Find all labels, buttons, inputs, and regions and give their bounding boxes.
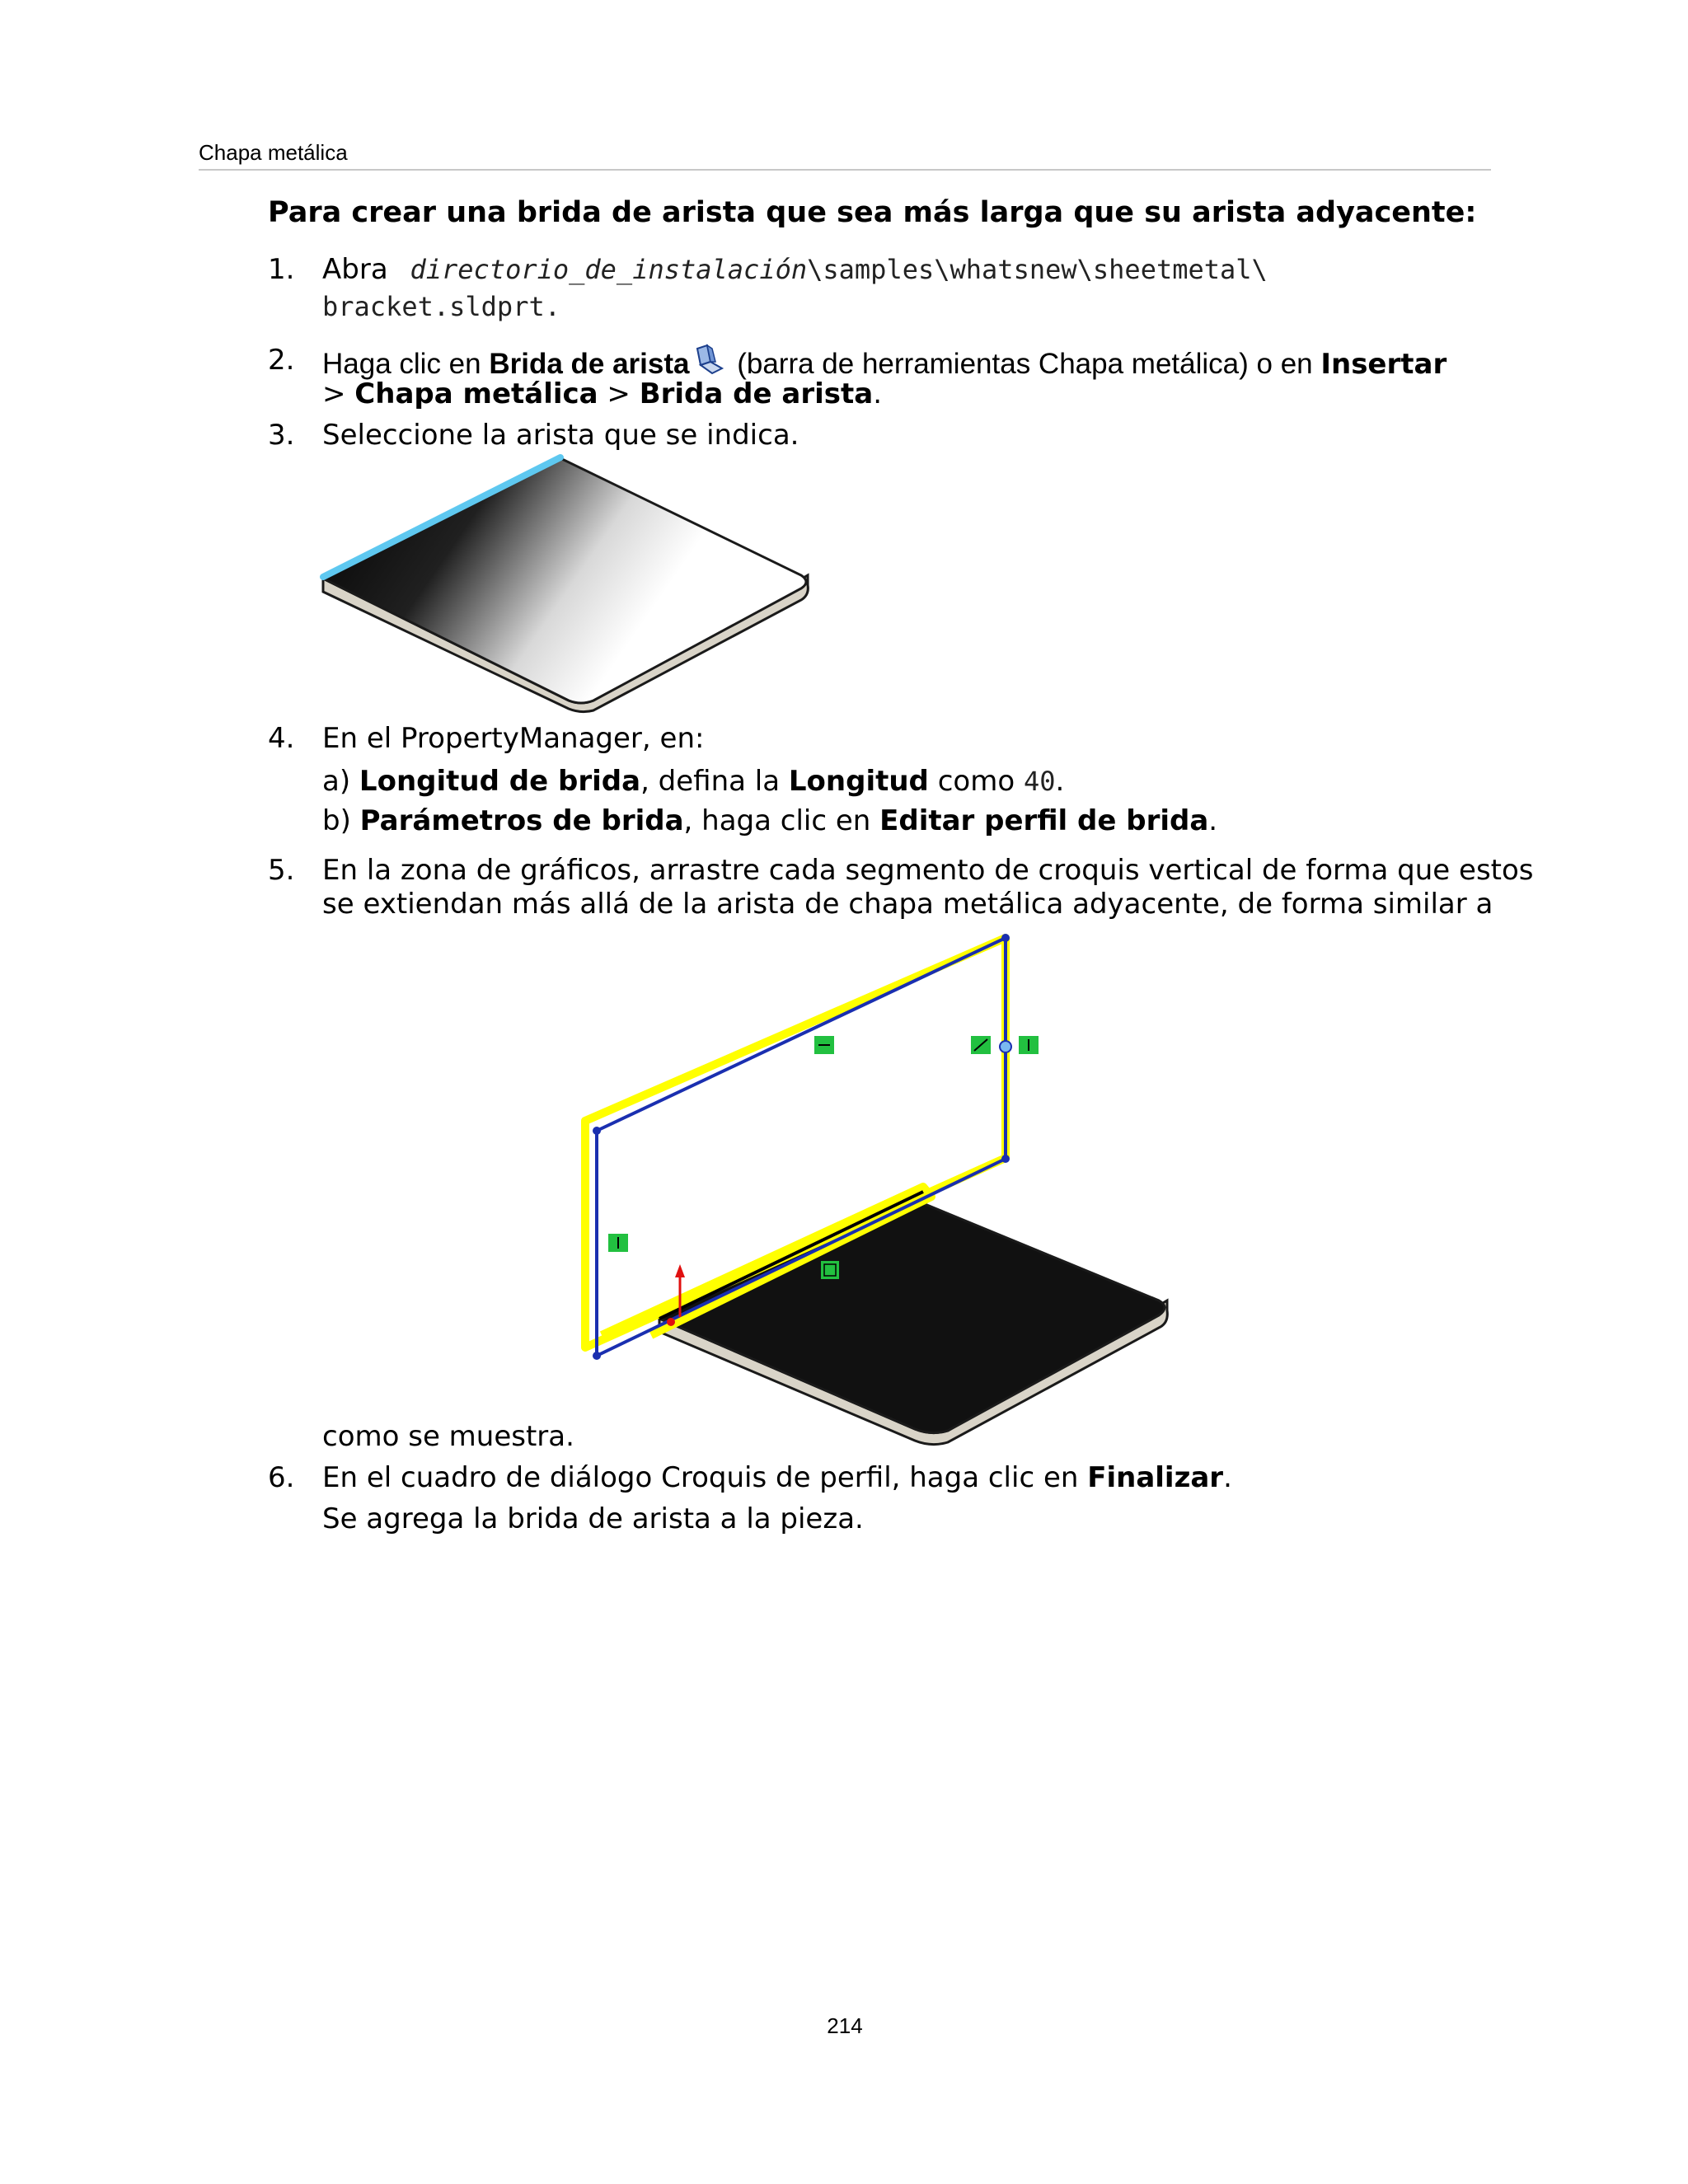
dark-plate-top xyxy=(659,1200,1165,1433)
step-number: 2. xyxy=(268,344,295,377)
coincident-relation-icon xyxy=(971,1036,991,1054)
step-verb: Abra xyxy=(322,253,388,286)
plate-top xyxy=(323,458,806,703)
ui-term: Longitud xyxy=(788,765,929,798)
horizontal-relation-icon xyxy=(814,1036,834,1054)
header-rule xyxy=(199,169,1491,171)
ui-term: Parámetros de brida xyxy=(359,804,684,837)
step-text: como se muestra. xyxy=(322,1420,574,1453)
ui-term: Longitud de brida xyxy=(359,765,641,798)
file-name: bracket.sldprt xyxy=(322,291,545,322)
section-heading: Para crear una brida de arista que sea más larga que su arista adyacente: xyxy=(268,196,1477,229)
sketch-figure xyxy=(569,923,1179,1451)
origin-arrow-head xyxy=(675,1264,685,1277)
sketch-point xyxy=(593,1352,601,1360)
step-result: Se agrega la brida de arista a la pieza. xyxy=(322,1502,864,1535)
length-value: 40 xyxy=(1023,766,1056,797)
sketch-point xyxy=(593,1127,601,1135)
sketch-top-line xyxy=(597,938,1006,1131)
ui-term: Brida de arista xyxy=(639,377,874,410)
step-text: En el PropertyManager, en: xyxy=(322,722,705,755)
step-number: 3. xyxy=(268,419,295,452)
step-text: se extiendan más allá de la arista de chapa metálica adyacente, de forma similar a xyxy=(322,888,1493,921)
sketch-point xyxy=(1001,934,1010,942)
running-header: Chapa metálica xyxy=(199,140,348,165)
ui-term: Insertar xyxy=(1320,348,1447,381)
install-dir-path: directorio_de_instalación xyxy=(410,254,808,285)
ui-term: Finalizar xyxy=(1087,1461,1224,1494)
step-number: 6. xyxy=(268,1461,295,1494)
page-number: 214 xyxy=(827,2013,863,2038)
ui-term: Editar perfil de brida xyxy=(879,804,1209,837)
path-rest: \samples\whatsnew\sheetmetal\ xyxy=(807,254,1268,285)
fixed-relation-icon xyxy=(821,1261,839,1279)
step-number: 4. xyxy=(268,722,295,755)
step-text: Seleccione la arista que se indica. xyxy=(322,419,799,452)
origin-point xyxy=(667,1318,675,1326)
midpoint-marker xyxy=(1000,1041,1011,1052)
sketch-point xyxy=(1001,1155,1010,1163)
vertical-relation-icon xyxy=(1019,1036,1039,1054)
plate-figure xyxy=(313,453,824,717)
step-number: 5. xyxy=(268,854,295,887)
ui-term: Brida de arista xyxy=(489,348,690,380)
step-text: En la zona de gráficos, arrastre cada segmento de croquis vertical de forma que estos xyxy=(322,854,1534,887)
ui-term: Chapa metálica xyxy=(354,377,598,410)
vertical-relation-icon xyxy=(608,1234,628,1252)
step-number: 1. xyxy=(268,253,295,286)
